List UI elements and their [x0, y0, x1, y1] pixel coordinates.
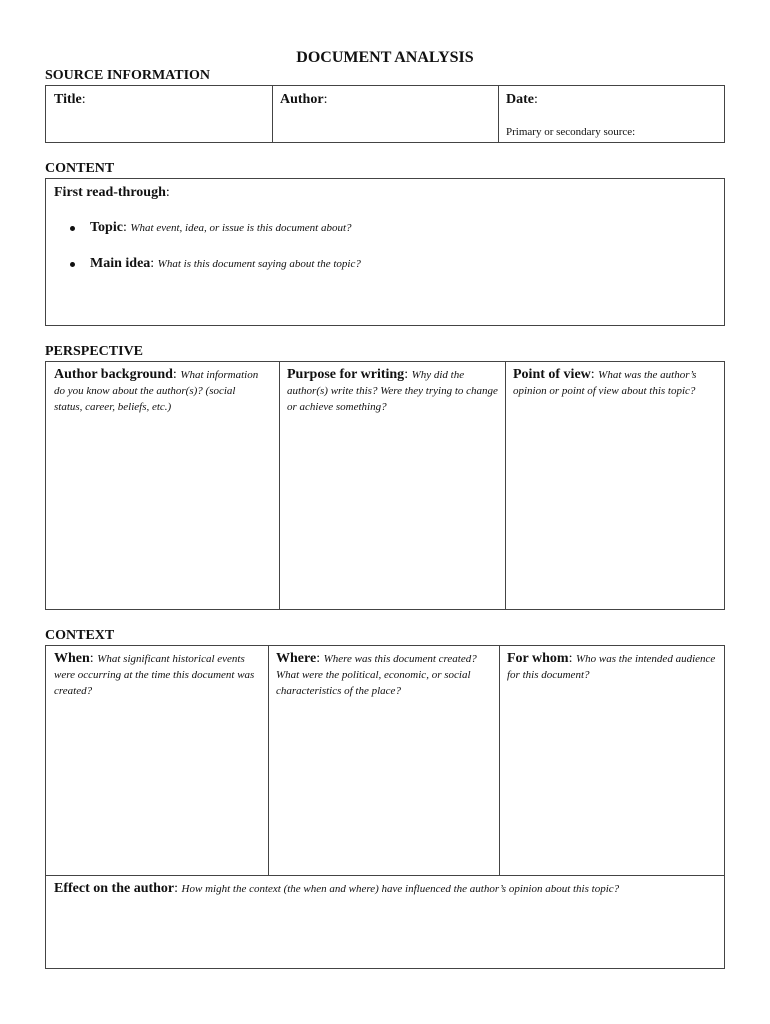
point-of-view-cell[interactable]: Point of view: What was the author’s opinion or point of view about this topic? — [513, 367, 697, 397]
author-background-hint: What information do you know about the author(s)? (social status, career, beliefs, etc.) — [54, 369, 259, 413]
for-whom-cell[interactable]: For whom: Who was the intended audience for this document? — [507, 651, 716, 681]
source-table — [45, 85, 725, 143]
first-read-field: First read-through: — [54, 185, 170, 200]
main-idea-hint: What is this document saying about the topic? — [157, 258, 361, 270]
main-idea-label: Main idea — [90, 256, 151, 271]
perspective-heading: PERSPECTIVE — [45, 344, 144, 359]
content-heading: CONTENT — [45, 161, 115, 176]
bullet-icon — [70, 226, 75, 231]
point-of-view-label: Point of view — [513, 367, 591, 382]
for-whom-label: For whom — [507, 651, 569, 666]
context-heading: CONTEXT — [45, 628, 115, 643]
effect-on-author-cell[interactable]: Effect on the author: How might the context (the when and where) have influenced the author’s opinion about this topic? — [54, 881, 620, 896]
title-label: Title — [54, 92, 82, 107]
content-table[interactable]: First read-through: Topic: What event, idea, or issue is this document about? Main idea: What is this document saying about the topic? — [45, 178, 725, 326]
when-cell[interactable]: When: What significant historical events were occurring at the time this document was created? — [54, 651, 255, 697]
primary-secondary-field[interactable] — [506, 124, 635, 140]
where-hint: Where was this document created? What were the political, economic, or social characteristics of the place? — [276, 653, 477, 697]
effect-on-author-hint: How might the context (the when and where) have influenced the author’s opinion about this topic? — [181, 883, 620, 895]
bullet-icon — [70, 262, 75, 267]
perspective-table — [45, 361, 725, 610]
date-label: Date — [506, 92, 534, 107]
first-read-label: First read-through — [54, 185, 166, 200]
date-field[interactable]: Date: — [506, 92, 538, 107]
purpose-hint: Why did the author(s) write this? Were they trying to change or achieve something? — [287, 369, 498, 413]
topic-label: Topic — [90, 220, 123, 235]
author-label: Author — [280, 92, 324, 107]
author-background-label: Author background — [54, 367, 173, 382]
page-title: DOCUMENT ANALYSIS — [296, 49, 474, 66]
effect-on-author-label: Effect on the author — [54, 881, 175, 896]
title-field[interactable]: Title: — [54, 92, 86, 107]
where-cell[interactable]: Where: Where was this document created? What were the political, economic, or social characteristics of the place? — [276, 651, 477, 697]
purpose-cell[interactable]: Purpose for writing: Why did the author(s) write this? Were they trying to change or achieve something? — [287, 367, 498, 413]
purpose-label: Purpose for writing — [287, 367, 405, 382]
author-background-cell[interactable]: Author background: What information do you know about the author(s)? (social status, career, beliefs, etc.) — [54, 367, 259, 413]
topic-hint: What event, idea, or issue is this document about? — [130, 222, 352, 234]
when-hint: What significant historical events were occurring at the time this document was created? — [54, 653, 255, 697]
author-field[interactable]: Author: — [280, 92, 328, 107]
source-heading: SOURCE INFORMATION — [45, 68, 211, 83]
primary-secondary-label: Primary or secondary source: — [506, 126, 636, 138]
where-label: Where — [276, 651, 317, 666]
context-table — [45, 645, 725, 969]
point-of-view-hint: What was the author’s opinion or point of view about this topic? — [513, 369, 697, 397]
when-label: When — [54, 651, 90, 666]
for-whom-hint: Who was the intended audience for this document? — [507, 653, 716, 681]
